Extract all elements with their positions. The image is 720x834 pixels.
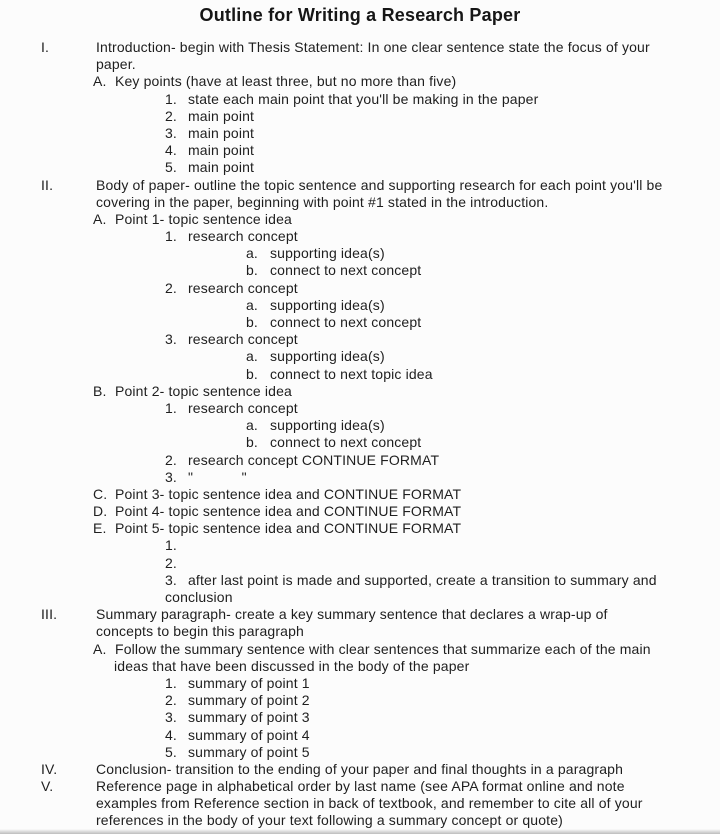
outline-marker: 4. bbox=[165, 142, 177, 159]
outline-item bbox=[0, 177, 720, 194]
outline-text: paper. bbox=[96, 56, 136, 73]
outline-item bbox=[0, 778, 720, 795]
outline-item bbox=[0, 108, 720, 125]
outline-marker: 5. bbox=[165, 159, 177, 176]
outline-text: references in the body of your text following a summary concept or quote) bbox=[96, 812, 563, 829]
outline-marker: 1. bbox=[165, 674, 177, 691]
outline-item bbox=[0, 486, 720, 503]
outline-marker: a. bbox=[246, 296, 258, 313]
outline-text: research concept bbox=[188, 399, 298, 416]
outline-text: Reference page in alphabetical order by last name (see APA format online and note bbox=[96, 778, 625, 795]
outline-text: state each main point that you'll be making in the paper bbox=[188, 90, 539, 107]
outline-marker: 1. bbox=[165, 228, 177, 245]
outline-text: Point 2- topic sentence idea bbox=[115, 382, 292, 399]
outline-item bbox=[0, 452, 720, 469]
outline-text: supporting idea(s) bbox=[270, 348, 385, 365]
outline-text: connect to next concept bbox=[270, 262, 422, 279]
outline-item bbox=[0, 314, 720, 331]
outline-text: main point bbox=[188, 159, 255, 176]
outline-text: Point 5- topic sentence idea and CONTINUE FORMAT bbox=[115, 520, 462, 537]
outline-item bbox=[0, 692, 720, 709]
outline-marker: C. bbox=[93, 485, 108, 502]
outline-item-continuation bbox=[0, 658, 720, 675]
outline-item bbox=[0, 297, 720, 314]
outline-item bbox=[0, 469, 720, 486]
outline-item bbox=[0, 709, 720, 726]
outline-item bbox=[0, 348, 720, 365]
outline-text: connect to next concept bbox=[270, 314, 422, 330]
outline-item bbox=[0, 727, 720, 744]
outline-marker: I. bbox=[41, 39, 50, 55]
outline-marker: b. bbox=[246, 314, 258, 330]
outline-marker: D. bbox=[93, 503, 108, 520]
outline-item bbox=[0, 262, 720, 279]
outline-item bbox=[0, 555, 720, 572]
outline-item bbox=[0, 400, 720, 417]
outline-marker: a. bbox=[246, 417, 258, 434]
outline-marker: 1. bbox=[165, 537, 177, 554]
outline-item bbox=[0, 91, 720, 108]
outline-item bbox=[0, 366, 720, 383]
outline-text: Summary paragraph- create a key summary sentence that declares a wrap-up of bbox=[96, 606, 608, 623]
outline-text: Key points (have at least three, but no more than five) bbox=[115, 73, 457, 90]
outline-text: Point 3- topic sentence idea and CONTINUE FORMAT bbox=[115, 485, 462, 502]
outline-text: connect to next topic idea bbox=[270, 365, 433, 382]
outline-text: research concept bbox=[188, 279, 298, 296]
outline-marker: A. bbox=[93, 73, 107, 90]
outline-item bbox=[0, 211, 720, 228]
outline-item bbox=[0, 572, 720, 589]
outline-item bbox=[0, 434, 720, 451]
outline-item bbox=[0, 520, 720, 537]
outline-item bbox=[0, 417, 720, 434]
outline-item-continuation bbox=[0, 623, 720, 640]
outline-text: Body of paper- outline the topic sentence and supporting research for each point you'll be bbox=[96, 176, 663, 193]
outline-text: research concept bbox=[188, 228, 298, 245]
outline-text: summary of point 5 bbox=[188, 743, 310, 760]
outline-marker: 2. bbox=[165, 107, 177, 124]
outline-marker: B. bbox=[93, 382, 107, 399]
outline-text: main point bbox=[188, 142, 255, 159]
outline-marker: 3. bbox=[165, 124, 177, 141]
outline-item bbox=[0, 73, 720, 90]
outline-item-continuation bbox=[0, 589, 720, 606]
outline-item bbox=[0, 228, 720, 245]
outline-item bbox=[0, 641, 720, 658]
outline-marker: II. bbox=[41, 176, 54, 193]
outline-text: summary of point 2 bbox=[188, 692, 310, 709]
outline-marker: b. bbox=[246, 365, 258, 382]
outline-text: covering in the paper, beginning with point #1 stated in the introduction. bbox=[96, 193, 549, 210]
outline-item bbox=[0, 245, 720, 262]
outline-text: summary of point 3 bbox=[188, 709, 310, 726]
outline-marker: IV. bbox=[41, 760, 58, 777]
outline-text: connect to next concept bbox=[270, 434, 422, 451]
outline-item bbox=[0, 39, 720, 56]
outline-marker: 3. bbox=[165, 331, 177, 348]
outline-marker: 1. bbox=[165, 399, 177, 416]
outline-text: supporting idea(s) bbox=[270, 417, 385, 434]
outline-text: conclusion bbox=[165, 589, 233, 605]
outline-marker: 5. bbox=[165, 743, 177, 760]
outline-text: summary of point 1 bbox=[188, 674, 310, 691]
outline-item bbox=[0, 744, 720, 761]
outline-marker: 3. bbox=[165, 468, 177, 485]
outline-text: research concept CONTINUE FORMAT bbox=[188, 451, 440, 468]
outline-item bbox=[0, 675, 720, 692]
outline-marker: 2. bbox=[165, 279, 177, 296]
outline-text: after last point is made and supported, create a transition to summary and bbox=[188, 571, 657, 588]
outline-marker: b. bbox=[246, 434, 258, 451]
outline-item-continuation bbox=[0, 795, 720, 812]
outline-item bbox=[0, 331, 720, 348]
outline-item bbox=[0, 280, 720, 297]
outline-marker: 3. bbox=[165, 571, 177, 588]
document-title: Outline for Writing a Research Paper bbox=[199, 5, 521, 25]
outline-marker: 2. bbox=[165, 692, 177, 709]
outline-marker: A. bbox=[93, 210, 107, 227]
outline-text: main point bbox=[188, 107, 255, 124]
outline-marker: E. bbox=[93, 520, 107, 537]
outline-text: summary of point 4 bbox=[188, 726, 310, 743]
outline-marker: 1. bbox=[165, 90, 177, 107]
outline-text: supporting idea(s) bbox=[270, 245, 385, 262]
outline-item bbox=[0, 503, 720, 520]
outline-marker: 2. bbox=[165, 554, 177, 571]
outline-marker: V. bbox=[41, 778, 54, 795]
outline-item bbox=[0, 606, 720, 623]
outline-text: Conclusion- transition to the ending of your paper and final thoughts in a paragraph bbox=[96, 760, 624, 777]
outline-text: concepts to begin this paragraph bbox=[96, 623, 304, 640]
outline-item bbox=[0, 537, 720, 554]
outline-marker: a. bbox=[246, 245, 258, 262]
outline-item bbox=[0, 383, 720, 400]
scan-edge-artifact bbox=[0, 829, 720, 834]
outline-marker: III. bbox=[41, 606, 58, 623]
outline-marker: A. bbox=[93, 640, 107, 657]
outline-marker: 4. bbox=[165, 726, 177, 743]
outline-item-continuation bbox=[0, 812, 720, 829]
outline-marker: b. bbox=[246, 262, 258, 279]
outline-text: supporting idea(s) bbox=[270, 296, 385, 313]
outline-text: main point bbox=[188, 124, 255, 141]
outline-marker: 2. bbox=[165, 451, 177, 468]
outline-marker: 3. bbox=[165, 709, 177, 726]
outline-item bbox=[0, 761, 720, 778]
outline-text: Follow the summary sentence with clear sentences that summarize each of the main bbox=[115, 640, 651, 657]
outline-item bbox=[0, 142, 720, 159]
outline-text: Point 4- topic sentence idea and CONTINUE FORMAT bbox=[115, 503, 462, 520]
outline-text: " " bbox=[188, 468, 247, 485]
outline bbox=[0, 39, 720, 830]
outline-text: examples from Reference section in back of textbook, and remember to cite all of your bbox=[96, 795, 643, 812]
outline-item bbox=[0, 125, 720, 142]
outline-text: Introduction- begin with Thesis Statement: In one clear sentence state the focus of your bbox=[96, 39, 650, 55]
outline-item-continuation bbox=[0, 194, 720, 211]
outline-marker: a. bbox=[246, 348, 258, 365]
outline-item-continuation bbox=[0, 56, 720, 73]
outline-text: research concept bbox=[188, 331, 298, 348]
outline-text: ideas that have been discussed in the body of the paper bbox=[114, 657, 470, 674]
outline-item bbox=[0, 159, 720, 176]
outline-text: Point 1- topic sentence idea bbox=[115, 210, 292, 227]
